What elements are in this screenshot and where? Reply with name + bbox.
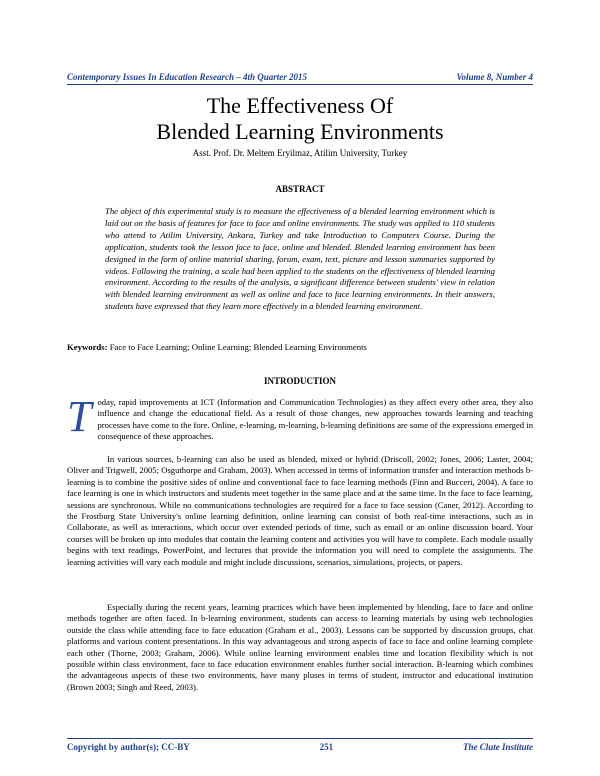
paragraph-3: Especially during the recent years, learning practices which have been implemented by blending, face to face and online methods together are often faced. In b-learning environment, students can access to learning materials by using web technologies outside the class while attending face to face education (Graham et al., 2003). Lessons can be supported by discussion groups, chat platforms and various content presentations. In this way advantageous and strong aspects of face to face and online learning complete each other (Thorne, 2003; Graham, 2006). While online learning environment enables time and location flexibility which is not possible within class environment, face to face education environment enables further social interaction. B-learning which combines the advantageous aspects of these two environments, have many pluses in terms of student, instructor and educational institution (Brown 2003; Singh and Reed, 2003). [67, 602, 533, 692]
abstract-heading: ABSTRACT [275, 184, 325, 194]
keywords-line [67, 342, 533, 352]
paper-title [60, 93, 540, 145]
publisher-name: The Clute Institute [462, 742, 533, 752]
running-header [67, 72, 533, 85]
title-line-2: Blended Learning Environments [156, 119, 444, 144]
page-footer [67, 738, 533, 752]
paragraph-1-text: oday, rapid improvements at ICT (Information and Communication Technologies) as they affect every other area, they also influence and change the educational field. As a result of those changes, new approaches towards learning and teaching processes have come to the fore. Online, e-learning, m-learning, b-learning definitions are some of the expressions emerged in consequence of these approaches. [97, 397, 533, 442]
title-line-1: The Effectiveness Of [206, 93, 394, 118]
journal-name: Contemporary Issues In Education Research – 4th Quarter 2015 [67, 72, 308, 82]
volume-number: Volume 8, Number 4 [456, 72, 533, 82]
paragraph-1 [67, 392, 533, 443]
author-line: Asst. Prof. Dr. Meltem Eryilmaz, Atilim University, Turkey [192, 148, 408, 158]
keywords-list: Face to Face Learning; Online Learning; Blended Learning Environments [109, 342, 367, 352]
copyright-notice: Copyright by author(s); CC-BY [67, 742, 190, 752]
page-number: 251 [319, 742, 334, 752]
introduction-heading: INTRODUCTION [263, 376, 336, 386]
paragraph-2: In various sources, b-learning can also be used as blended, mixed or hybrid (Driscoll, 2002; Jones, 2006; Laster, 2004; Oliver and Trigwell, 2005; Osguthorpe and Graham, 2003). When accessed in terms of information transfer and interaction methods b-learning is to combine the positive sides of online and conventional face to face learning methods (Finn and Bucceri, 2004). A face to face learning is one in which instructors and students meet together in the same place and at the same time. In the face to face learning, sessions are synchronous. While no communications technologies are required for a face to face session (Caner, 2012). According to the Frostburg State University's online learning definition, online learning can consist of both real-time interactions, such as in Collaborate, as well as interactions, which occur over extended periods of time, such as email or an online discussion board. Your courses will be broken up into modules that contain the learning content and activities you will have to complete. Each module usually begins with text readings, PowerPoint, and lectures that provide the information you will need to complete the assignments. The learning activities will vary each module and might include discussions, scenarios, simulations, projects, or papers. [67, 454, 533, 567]
drop-cap: T [67, 392, 92, 441]
abstract-text: The object of this experimental study is to measure the effectiveness of a blended learning environment which is laid out on the basis of features for face to face and online environments. The study was applied to 110 students who attend to Atilim University, Ankara, Turkey and take Introduction to Computers Course. During the application, students took the lesson face to face, online and blended. Blended learning environment has been designed in the form of online material sharing, forum, exam, text, picture and lesson summaries supported by videos. Following the training, a scale had been applied to the students on the effectiveness of blended learning environment. According to the results of the analysis, a significant difference between students' view in relation with blended learning environment as well as online and face to face learning environments. In their answers, students have expressed that they learn more effectively in a blended learning environment. [105, 206, 495, 312]
keywords-label: Keywords: [67, 342, 108, 352]
